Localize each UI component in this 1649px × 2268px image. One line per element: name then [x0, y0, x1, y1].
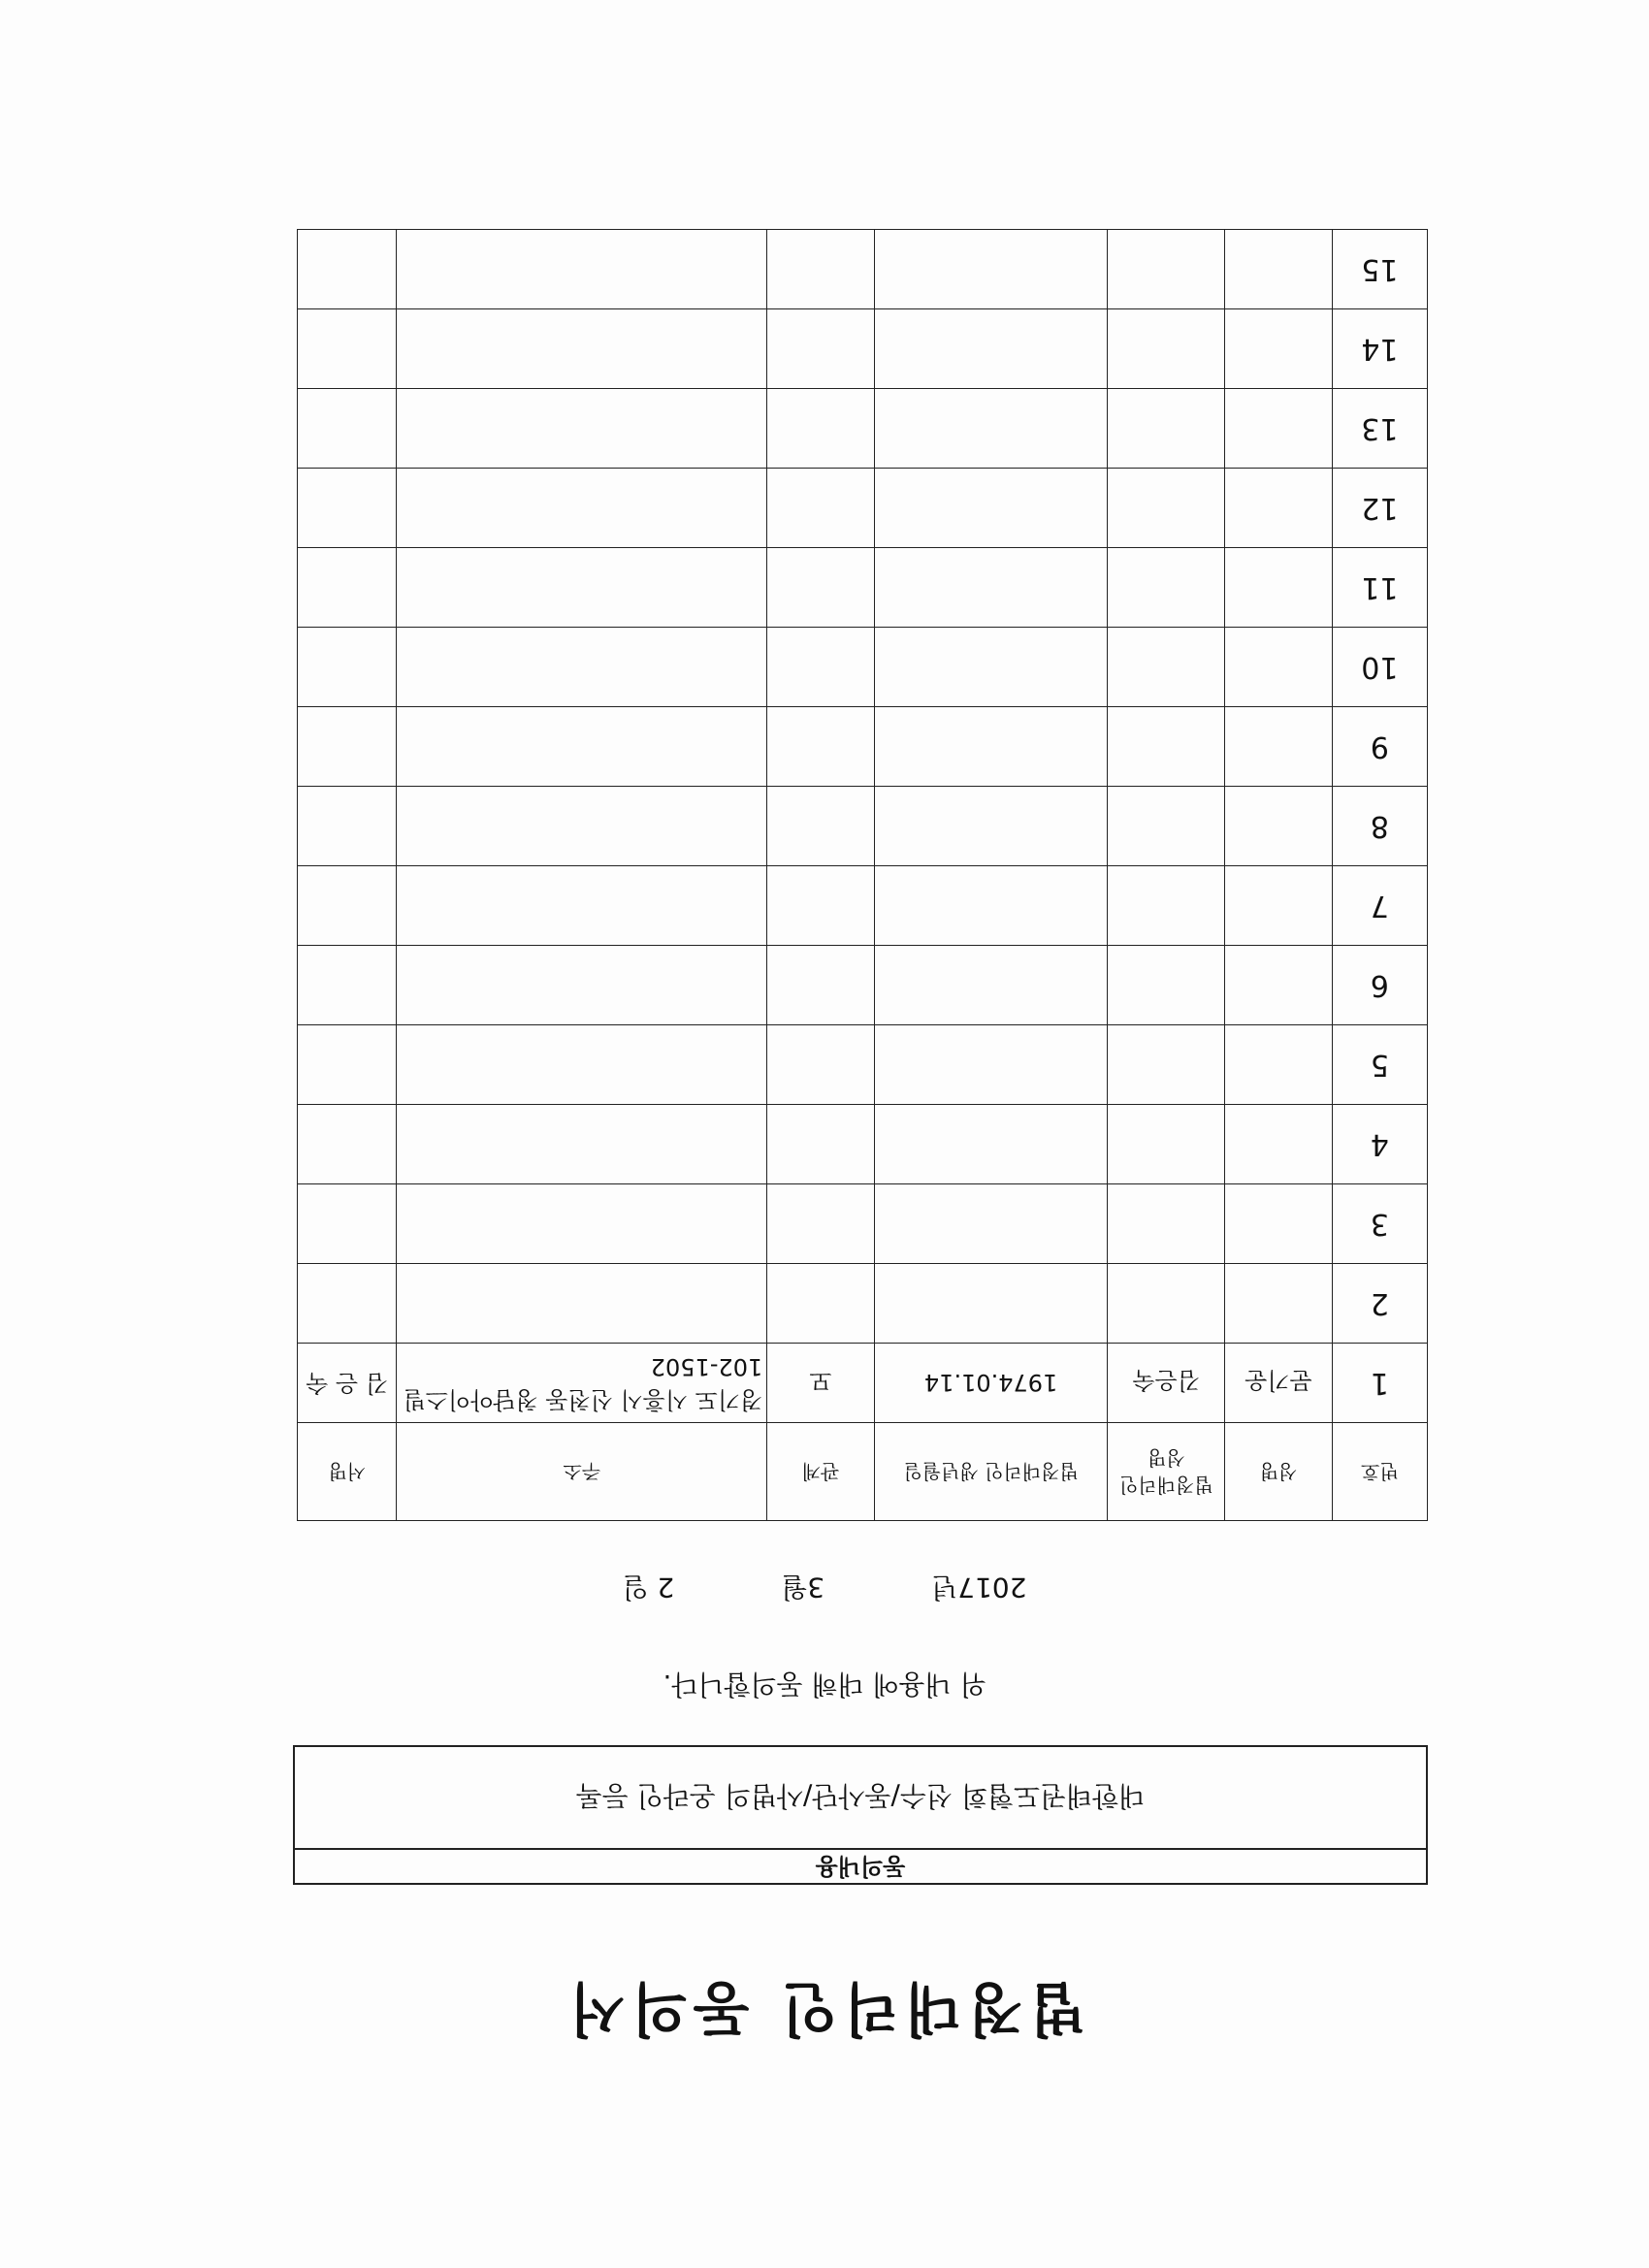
header-rep-name: 법정대리인 성명 [1108, 1423, 1225, 1521]
cell-no: 15 [1332, 230, 1427, 309]
cell-signature [298, 707, 397, 787]
cell-rep-birth [874, 1184, 1108, 1264]
consent-header: 동의내용 [295, 1848, 1426, 1883]
cell-no: 13 [1332, 389, 1427, 469]
cell-name [1225, 1105, 1333, 1184]
cell-relation [767, 1184, 875, 1264]
cell-rep-name [1108, 469, 1225, 548]
table-row [298, 1105, 1428, 1184]
table-row [298, 946, 1428, 1025]
cell-relation [767, 548, 875, 628]
cell-no: 12 [1332, 469, 1427, 548]
cell-address [397, 1184, 767, 1264]
cell-address [397, 787, 767, 866]
cell-relation [767, 469, 875, 548]
cell-rep-birth [874, 866, 1108, 946]
cell-no: 1 [1332, 1344, 1427, 1423]
cell-relation [767, 1105, 875, 1184]
cell-relation [767, 1264, 875, 1344]
table-row [298, 1344, 1428, 1423]
date-year: 2017년 [931, 1571, 1027, 1604]
cell-no: 5 [1332, 1025, 1427, 1105]
cell-no: 4 [1332, 1105, 1427, 1184]
cell-address [397, 230, 767, 309]
cell-rep-birth [874, 787, 1108, 866]
cell-rep-birth [874, 1264, 1108, 1344]
consent-content: 대한태권도협회 선수/동사단/사범의 온라인 등록 [575, 1780, 1146, 1812]
cell-address [397, 548, 767, 628]
cell-rep-name [1108, 946, 1225, 1025]
cell-address [397, 866, 767, 946]
cell-rep-birth [874, 230, 1108, 309]
cell-name [1225, 389, 1333, 469]
cell-rep-birth [874, 309, 1108, 389]
table-row [298, 787, 1428, 866]
cell-rep-name [1108, 230, 1225, 309]
cell-rep-birth [874, 1105, 1108, 1184]
cell-address [397, 1025, 767, 1105]
cell-name [1225, 309, 1333, 389]
cell-name [1225, 230, 1333, 309]
cell-rep-name [1108, 1184, 1225, 1264]
date-line [0, 1570, 1649, 1608]
cell-rep-birth [874, 1025, 1108, 1105]
cell-rep-name [1108, 1025, 1225, 1105]
cell-rep-name [1108, 309, 1225, 389]
cell-signature [298, 469, 397, 548]
cell-rep-name [1108, 1105, 1225, 1184]
cell-address [397, 309, 767, 389]
header-signature: 서명 [298, 1423, 397, 1521]
cell-rep-birth [874, 548, 1108, 628]
cell-relation [767, 787, 875, 866]
cell-signature [298, 230, 397, 309]
cell-name [1225, 469, 1333, 548]
cell-no: 9 [1332, 707, 1427, 787]
cell-name [1225, 548, 1333, 628]
cell-address [397, 628, 767, 707]
table-row [298, 548, 1428, 628]
cell-name [1225, 787, 1333, 866]
table-header-row [298, 1423, 1428, 1521]
cell-relation [767, 707, 875, 787]
cell-relation: 모 [767, 1344, 875, 1423]
header-name: 성명 [1225, 1423, 1333, 1521]
cell-relation [767, 389, 875, 469]
table-row [298, 866, 1428, 946]
cell-rep-birth: 1974.01.14 [874, 1344, 1108, 1423]
cell-rep-name [1108, 1264, 1225, 1344]
cell-relation [767, 309, 875, 389]
cell-address [397, 707, 767, 787]
date-day: 2 일 [622, 1571, 675, 1604]
table-row [298, 707, 1428, 787]
guardian-consent-table [297, 229, 1428, 1521]
header-address: 주소 [397, 1423, 767, 1521]
cell-signature [298, 1264, 397, 1344]
cell-signature: 김 은 숙 [298, 1344, 397, 1423]
cell-relation [767, 230, 875, 309]
cell-rep-birth [874, 946, 1108, 1025]
cell-rep-name: 김은숙 [1108, 1344, 1225, 1423]
cell-no: 2 [1332, 1264, 1427, 1344]
document-title: 법정대리인 동의서 [563, 1974, 1086, 2042]
cell-no: 6 [1332, 946, 1427, 1025]
cell-name [1225, 866, 1333, 946]
cell-signature [298, 866, 397, 946]
cell-rep-name [1108, 787, 1225, 866]
cell-address [397, 469, 767, 548]
table-body [298, 230, 1428, 1423]
cell-no: 8 [1332, 787, 1427, 866]
cell-rep-name [1108, 866, 1225, 946]
cell-signature [298, 309, 397, 389]
cell-rep-birth [874, 389, 1108, 469]
cell-rep-name [1108, 389, 1225, 469]
cell-relation [767, 628, 875, 707]
cell-no: 7 [1332, 866, 1427, 946]
cell-name [1225, 946, 1333, 1025]
cell-signature [298, 628, 397, 707]
cell-no: 14 [1332, 309, 1427, 389]
cell-signature [298, 1025, 397, 1105]
cell-address [397, 389, 767, 469]
cell-rep-birth [874, 707, 1108, 787]
cell-no: 3 [1332, 1184, 1427, 1264]
cell-signature [298, 946, 397, 1025]
cell-no: 11 [1332, 548, 1427, 628]
table-row [298, 469, 1428, 548]
cell-relation [767, 946, 875, 1025]
cell-rep-name [1108, 548, 1225, 628]
table-row [298, 1025, 1428, 1105]
cell-rep-birth [874, 469, 1108, 548]
cell-name [1225, 1025, 1333, 1105]
cell-no: 10 [1332, 628, 1427, 707]
table-row [298, 309, 1428, 389]
header-no: 번호 [1332, 1423, 1427, 1521]
cell-name [1225, 707, 1333, 787]
cell-name [1225, 628, 1333, 707]
cell-rep-name [1108, 707, 1225, 787]
table-row [298, 1184, 1428, 1264]
table-row [298, 628, 1428, 707]
table-row [298, 230, 1428, 309]
cell-rep-name [1108, 628, 1225, 707]
cell-address [397, 1264, 767, 1344]
cell-name: 문기운 [1225, 1344, 1333, 1423]
cell-signature [298, 548, 397, 628]
cell-name [1225, 1264, 1333, 1344]
cell-signature [298, 1105, 397, 1184]
agreement-statement: 위 내용에 대해 동의합니다. [663, 1669, 986, 1701]
table-row [298, 389, 1428, 469]
cell-address [397, 946, 767, 1025]
cell-address [397, 1105, 767, 1184]
cell-signature [298, 1184, 397, 1264]
header-rep-birth: 법정대리인 생년월일 [874, 1423, 1108, 1521]
cell-name [1225, 1184, 1333, 1264]
date-month: 3월 [781, 1571, 825, 1604]
cell-rep-birth [874, 628, 1108, 707]
cell-signature [298, 787, 397, 866]
cell-signature [298, 389, 397, 469]
cell-relation [767, 866, 875, 946]
consent-box [293, 1745, 1428, 1885]
cell-relation [767, 1025, 875, 1105]
table-row [298, 1264, 1428, 1344]
header-relation: 관계 [767, 1423, 875, 1521]
cell-address: 경기도 시흥시 신천동 청담아이스빌 102-1502 [397, 1344, 767, 1423]
